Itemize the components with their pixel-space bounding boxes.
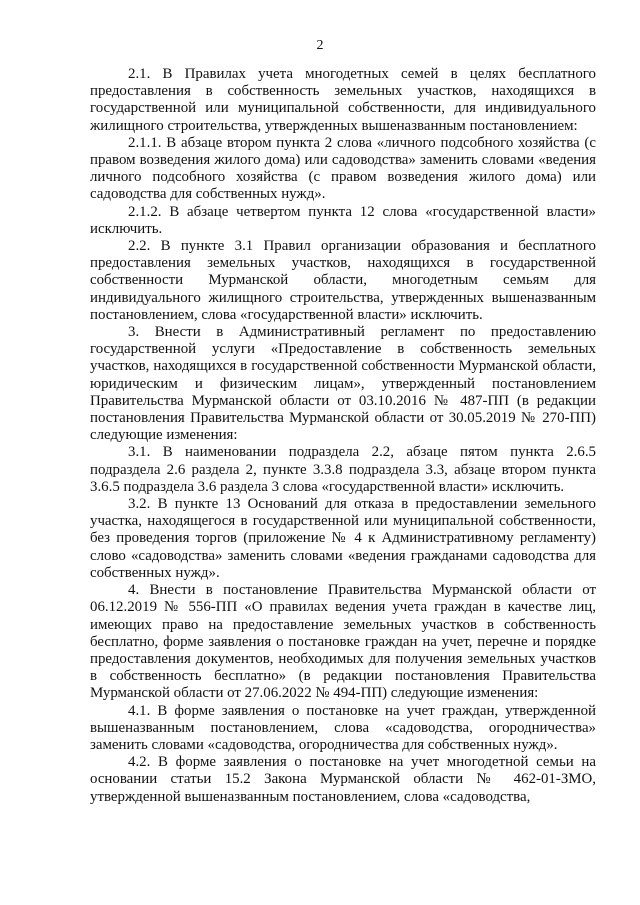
paragraph-4: 4. Внести в постановление Правительства Мурманской области от 06.12.2019 № 556-ПП «О правилах ведения учета граждан в качестве лиц, имеющих право на предоставление земельных участков в собственность бесплатно, форме заявления о постановке граждан на учет, перечне и порядке предоставления документов, необходимых для получения земельных участков в собственность бесплатно» (в редакции постановления Правительства Мурманской области от 27.06.2022 № 494-ПП) следующие изменения:: [90, 582, 596, 702]
paragraph-2-1: 2.1. В Правилах учета многодетных семей в целях бесплатного предоставления в собственность земельных участков, находящихся в государственной или муниципальной собственности, для индивидуального жилищного строительства, утвержденных вышеназванным постановлением:: [90, 66, 596, 134]
document-body: [90, 66, 596, 806]
page-number: 2: [316, 38, 324, 53]
paragraph-4-1: 4.1. В форме заявления о постановке на учет граждан, утвержденной вышеназванным постановлением, слова «садоводства, огородничества» заменить словами «садоводства, огородничества для собственных нужд».: [90, 702, 596, 753]
paragraph-2-2: 2.2. В пункте 3.1 Правил организации образования и бесплатного предоставления земельных участков, находящихся в государственной собственности Мурманской области, многодетным семьям для индивидуального жилищного строительства, утвержденных вышеназванным постановлением, слова «государственной власти» исключить.: [90, 238, 596, 323]
paragraph-3: 3. Внести в Административный регламент по предоставлению государственной услуги «Предоставление в собственность земельных участков, находящихся в государственной собственности Мурманской области, юридическим и физическим лицам», утвержденный постановлением Правительства Мурманской области от 03.10.2016 № 487-ПП (в редакции постановления Правительства Мурманской области от 30.05.2019 № 270-ПП) следующие изменения:: [90, 324, 596, 444]
paragraph-2-1-2: 2.1.2. В абзаце четвертом пункта 12 слова «государственной власти» исключить.: [90, 203, 596, 237]
paragraph-3-2: 3.2. В пункте 13 Оснований для отказа в предоставлении земельного участка, находящегося в государственной или муниципальной собственности, без проведения торгов (приложение № 4 к Административному регламенту) слово «садоводства» заменить словами «ведения гражданами садоводства для собственных нужд».: [90, 496, 596, 581]
paragraph-4-2: 4.2. В форме заявления о постановке на учет многодетной семьи на основании статьи 15.2 Закона Мурманской области № 462-01-ЗМО, утвержденной вышеназванным постановлением, слова «садоводства,: [90, 754, 596, 805]
paragraph-3-1: 3.1. В наименовании подраздела 2.2, абзаце пятом пункта 2.6.5 подраздела 2.6 раздела 2, пункте 3.3.8 подраздела 3.3, абзаце втором пункта 3.6.5 подраздела 3.6 раздела 3 слова «государственной власти» исключить.: [90, 444, 596, 495]
paragraph-2-1-1: 2.1.1. В абзаце втором пункта 2 слова «личного подсобного хозяйства (с правом возведения жилого дома) или садоводства» заменить словами «ведения личного подсобного хозяйства (с правом возведения жилого дома) или садоводства для собственных нужд».: [90, 134, 596, 203]
